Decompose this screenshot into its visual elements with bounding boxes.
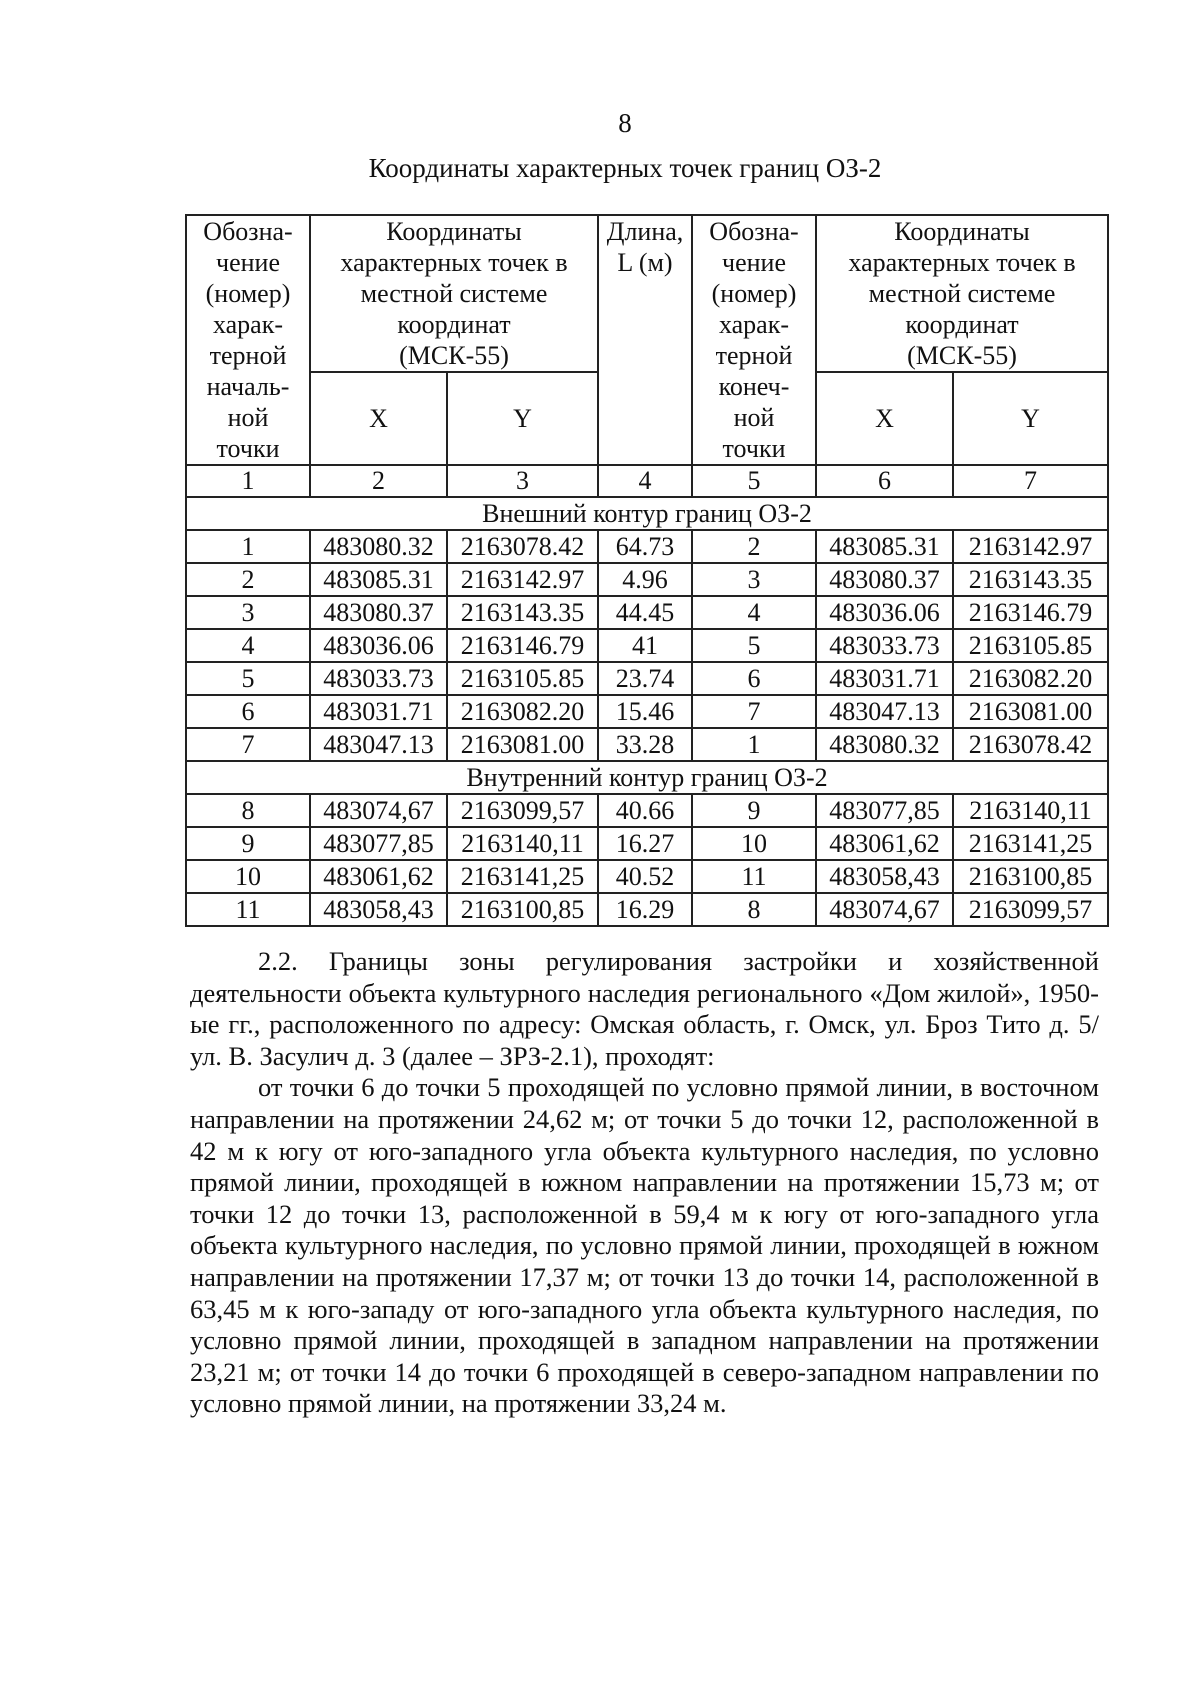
table-cell: 16.29 xyxy=(598,893,692,926)
table-row xyxy=(186,860,1108,893)
table-cell: 483047.13 xyxy=(816,695,953,728)
table-cell: 483074,67 xyxy=(816,893,953,926)
header-y-start: Y xyxy=(447,372,598,465)
table-row xyxy=(186,695,1108,728)
table-cell: 5 xyxy=(692,629,816,662)
table-cell: 2163105.85 xyxy=(447,662,598,695)
header-end-designation-text: Обозна- чение (номер) харак- терной конеч- ной точки xyxy=(709,217,799,463)
table-cell: 483077,85 xyxy=(816,794,953,827)
header-start-designation xyxy=(186,215,310,465)
table-cell: 1 xyxy=(186,530,310,563)
header-start-designation-text: Обозна- чение (номер) харак- терной началь- ной точки xyxy=(203,217,293,463)
table-row xyxy=(186,794,1108,827)
column-number: 7 xyxy=(953,465,1108,497)
column-number: 1 xyxy=(186,465,310,497)
header-end-designation xyxy=(692,215,816,465)
table-cell: 23.74 xyxy=(598,662,692,695)
table-row xyxy=(186,563,1108,596)
header-length xyxy=(598,215,692,465)
header-coords-start-text: Координаты характерных точек в местной системе координат (МСК-55) xyxy=(340,217,568,370)
table-cell: 2163099,57 xyxy=(953,893,1108,926)
table-row xyxy=(186,629,1108,662)
table-cell: 483033.73 xyxy=(816,629,953,662)
table-cell: 483074,67 xyxy=(310,794,447,827)
column-number: 2 xyxy=(310,465,447,497)
table-cell: 483031.71 xyxy=(310,695,447,728)
section-row xyxy=(186,761,1108,794)
table-cell: 9 xyxy=(692,794,816,827)
table-cell: 2163143.35 xyxy=(953,563,1108,596)
table-cell: 483085.31 xyxy=(816,530,953,563)
table-cell: 7 xyxy=(186,728,310,761)
table-cell: 483080.32 xyxy=(816,728,953,761)
table-cell: 11 xyxy=(692,860,816,893)
table-cell: 2 xyxy=(692,530,816,563)
table-cell: 2163081.00 xyxy=(953,695,1108,728)
table-cell: 40.52 xyxy=(598,860,692,893)
column-number: 5 xyxy=(692,465,816,497)
section-title: Внешний контур границ ОЗ-2 xyxy=(186,497,1108,530)
table-cell: 2163142.97 xyxy=(953,530,1108,563)
table-cell: 2163140,11 xyxy=(447,827,598,860)
column-number-row xyxy=(186,465,1108,497)
header-coords-end-text: Координаты характерных точек в местной системе координат (МСК-55) xyxy=(848,217,1076,370)
section-row xyxy=(186,497,1108,530)
table-cell: 2163105.85 xyxy=(953,629,1108,662)
table-cell: 64.73 xyxy=(598,530,692,563)
table-cell: 2163143.35 xyxy=(447,596,598,629)
table-cell: 483080.37 xyxy=(310,596,447,629)
table-cell: 4 xyxy=(692,596,816,629)
header-length-text: Длина, L (м) xyxy=(606,217,684,277)
table-cell: 483031.71 xyxy=(816,662,953,695)
table-cell: 483061,62 xyxy=(310,860,447,893)
table-row xyxy=(186,893,1108,926)
table-cell: 5 xyxy=(186,662,310,695)
coordinates-table xyxy=(185,214,1109,927)
table-row xyxy=(186,728,1108,761)
table-cell: 483036.06 xyxy=(816,596,953,629)
table-cell: 483085.31 xyxy=(310,563,447,596)
table-cell: 2163141,25 xyxy=(447,860,598,893)
column-number: 3 xyxy=(447,465,598,497)
header-coords-end xyxy=(816,215,1108,372)
table-cell: 11 xyxy=(186,893,310,926)
table-cell: 2163082.20 xyxy=(447,695,598,728)
table-cell: 33.28 xyxy=(598,728,692,761)
table-cell: 15.46 xyxy=(598,695,692,728)
table-cell: 2163100,85 xyxy=(953,860,1108,893)
table-row xyxy=(186,827,1108,860)
table-cell: 483080.32 xyxy=(310,530,447,563)
table-cell: 2163146.79 xyxy=(447,629,598,662)
page-number: 8 xyxy=(618,108,632,138)
table-cell: 2163099,57 xyxy=(447,794,598,827)
table-cell: 483080.37 xyxy=(816,563,953,596)
table-cell: 10 xyxy=(692,827,816,860)
table-cell: 3 xyxy=(186,596,310,629)
table-cell: 4.96 xyxy=(598,563,692,596)
table-row xyxy=(186,596,1108,629)
table-cell: 41 xyxy=(598,629,692,662)
column-number: 4 xyxy=(598,465,692,497)
table-cell: 2163081.00 xyxy=(447,728,598,761)
table-cell: 8 xyxy=(692,893,816,926)
table-cell: 483036.06 xyxy=(310,629,447,662)
table-cell: 2163100,85 xyxy=(447,893,598,926)
column-number: 6 xyxy=(816,465,953,497)
header-x-start: X xyxy=(310,372,447,465)
table-row xyxy=(186,662,1108,695)
section-title: Внутренний контур границ ОЗ-2 xyxy=(186,761,1108,794)
header-x-end: X xyxy=(816,372,953,465)
table-cell: 3 xyxy=(692,563,816,596)
table-cell: 2163141,25 xyxy=(953,827,1108,860)
table-cell: 2 xyxy=(186,563,310,596)
table-cell: 2163142.97 xyxy=(447,563,598,596)
table-cell: 40.66 xyxy=(598,794,692,827)
table-body xyxy=(186,497,1108,926)
table-cell: 1 xyxy=(692,728,816,761)
table-cell: 2163078.42 xyxy=(953,728,1108,761)
paragraph-section-2-2: 2.2. Границы зоны регулирования застройки и хозяйственной деятельности объекта культурного наследия регионального «Дом жилой», 1950-ые гг., расположенного по адресу: Омская область, г. Омск, ул. Броз Тито д. 5/ ул. В. Засулич д. 3 (далее – ЗРЗ-2.1), проходят: xyxy=(190,946,1099,1071)
table-cell: 6 xyxy=(692,662,816,695)
table-cell: 10 xyxy=(186,860,310,893)
table-cell: 483033.73 xyxy=(310,662,447,695)
body-text xyxy=(190,946,1099,1420)
table-cell: 9 xyxy=(186,827,310,860)
header-coords-start xyxy=(310,215,598,372)
table-cell: 4 xyxy=(186,629,310,662)
table-cell: 483058,43 xyxy=(816,860,953,893)
table-title: Координаты характерных точек границ ОЗ-2 xyxy=(368,153,882,183)
table-cell: 483047.13 xyxy=(310,728,447,761)
table-cell: 2163140,11 xyxy=(953,794,1108,827)
table-cell: 483058,43 xyxy=(310,893,447,926)
table-row xyxy=(186,530,1108,563)
table-cell: 483061,62 xyxy=(816,827,953,860)
table-cell: 8 xyxy=(186,794,310,827)
table-cell: 6 xyxy=(186,695,310,728)
header-y-end: Y xyxy=(953,372,1108,465)
table-cell: 44.45 xyxy=(598,596,692,629)
table-cell: 2163078.42 xyxy=(447,530,598,563)
paragraph-route: от точки 6 до точки 5 проходящей по условно прямой линии, в восточном направлении на протяжении 24,62 м; от точки 5 до точки 12, расположенной в 42 м к югу от юго-западного угла объекта культурного наследия, по условно прямой линии, проходящей в южном направлении на протяжении 15,73 м; от точки 12 до точки 13, расположенной в 59,4 м к югу от юго-западного угла объекта культурного наследия, по условно прямой линии, проходящей в южном направлении на протяжении 17,37 м; от точки 13 до точки 14, расположенной в 63,45 м к юго-западу от юго-западного угла объекта культурного наследия, по условно прямой линии, проходящей в западном направлении на протяжении 23,21 м; от точки 14 до точки 6 проходящей в северо-западном направлении по условно прямой линии, на протяжении 33,24 м. xyxy=(190,1072,1099,1419)
table-cell: 2163082.20 xyxy=(953,662,1108,695)
table-cell: 483077,85 xyxy=(310,827,447,860)
table-cell: 7 xyxy=(692,695,816,728)
table-cell: 16.27 xyxy=(598,827,692,860)
table-cell: 2163146.79 xyxy=(953,596,1108,629)
